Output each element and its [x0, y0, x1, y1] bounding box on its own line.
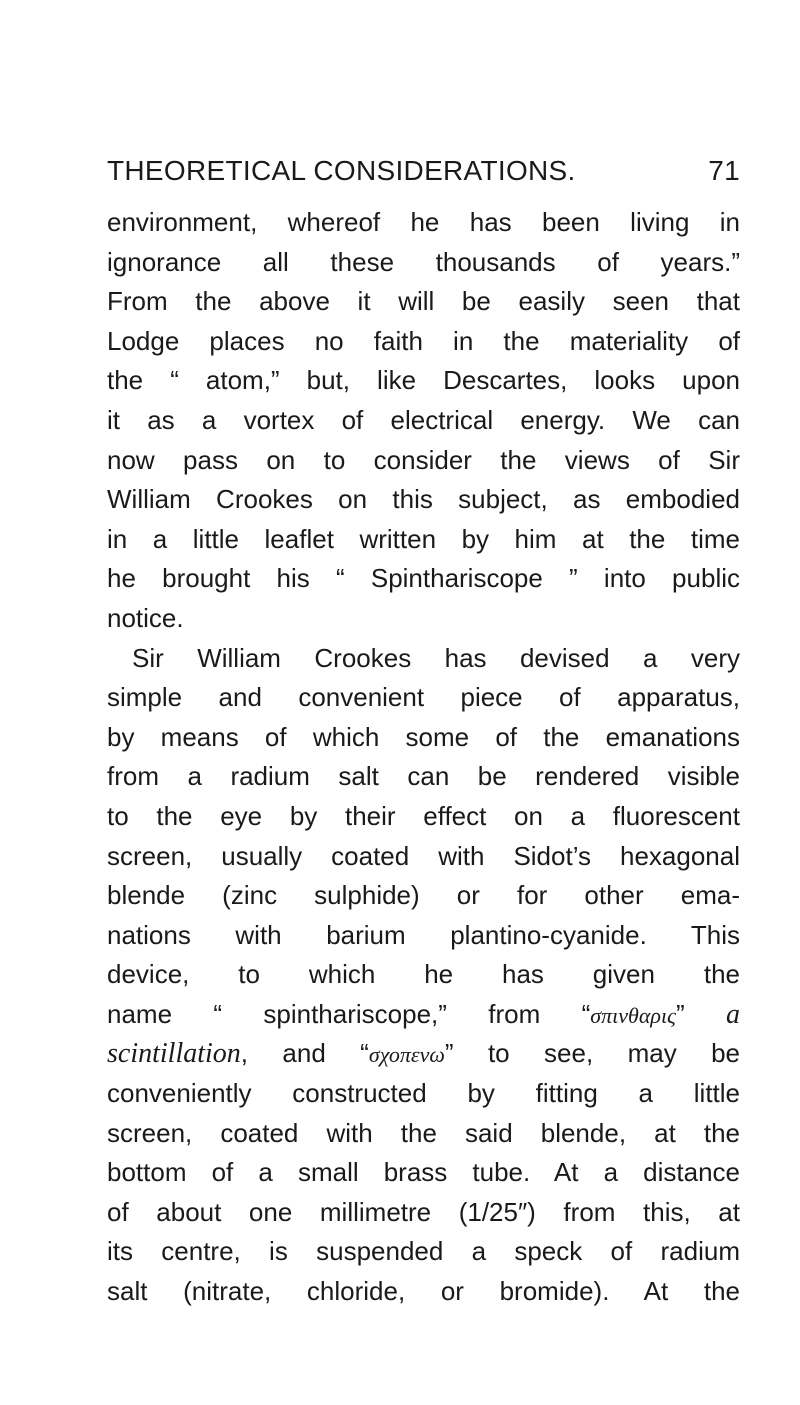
text-line: device, to which he has given the — [107, 959, 740, 990]
text-line: it as a vortex of electrical energy. We can — [107, 404, 740, 435]
text-line: screen, coated with the said blende, at the — [107, 1117, 740, 1148]
text-line: to the eye by their effect on a fluorescent — [107, 800, 740, 831]
body-text — [107, 203, 740, 1312]
text-segment: ” to see, may be — [444, 1038, 741, 1069]
text-line: in a little leaflet written by him at the time — [107, 523, 740, 554]
text-line: now pass on to consider the views of Sir — [107, 444, 740, 475]
text-line: conveniently constructed by fitting a little — [107, 1078, 740, 1109]
text-line: Lodge places no faith in the materiality of — [107, 325, 740, 356]
text-line: from a radium salt can be rendered visible — [107, 761, 740, 792]
italic-word: scintillation — [107, 1038, 241, 1070]
text-line-greek-spintharis — [107, 995, 740, 1035]
text-line: by means of which some of the emanations — [107, 721, 740, 752]
text-line: the “ atom,” but, like Descartes, looks upon — [107, 365, 740, 396]
text-line: bottom of a small brass tube. At a distance — [107, 1157, 740, 1188]
greek-word: σπινθαρις — [590, 1002, 676, 1028]
text-line: its centre, is suspended a speck of radium — [107, 1236, 740, 1267]
text-segment: , and “ — [240, 1038, 369, 1069]
text-line: Sir William Crookes has devised a very — [132, 642, 740, 673]
text-segment: ” — [675, 998, 726, 1029]
text-line: screen, usually coated with Sidot’s hexagonal — [107, 840, 740, 871]
text-line: he brought his “ Spinthariscope ” into public — [107, 563, 740, 594]
text-line: salt (nitrate, chloride, or bromide). At the — [107, 1276, 740, 1307]
text-line: notice. — [107, 602, 184, 633]
text-line: ignorance all these thousands of years.” — [107, 246, 740, 277]
text-line: simple and convenient piece of apparatus, — [107, 682, 740, 713]
text-line: blende (zinc sulphide) or for other ema- — [107, 880, 740, 911]
text-line: nations with barium plantino-cyanide. This — [107, 919, 740, 950]
running-head — [107, 155, 740, 195]
chapter-title: THEORETICAL CONSIDERATIONS. — [107, 155, 576, 186]
italic-word: a — [726, 998, 740, 1030]
text-line: of about one millimetre (1/25″) from this, at — [107, 1196, 740, 1227]
text-line: environment, whereof he has been living in — [107, 207, 740, 237]
greek-word: σχοπενω — [368, 1042, 445, 1068]
page-number: 71 — [708, 155, 740, 186]
text-segment: name “ spinthariscope,” from “ — [107, 998, 591, 1029]
text-line: From the above it will be easily seen that — [107, 286, 740, 317]
text-line: William Crookes on this subject, as embodied — [107, 484, 740, 515]
text-line-greek-skopeno — [107, 1034, 740, 1074]
